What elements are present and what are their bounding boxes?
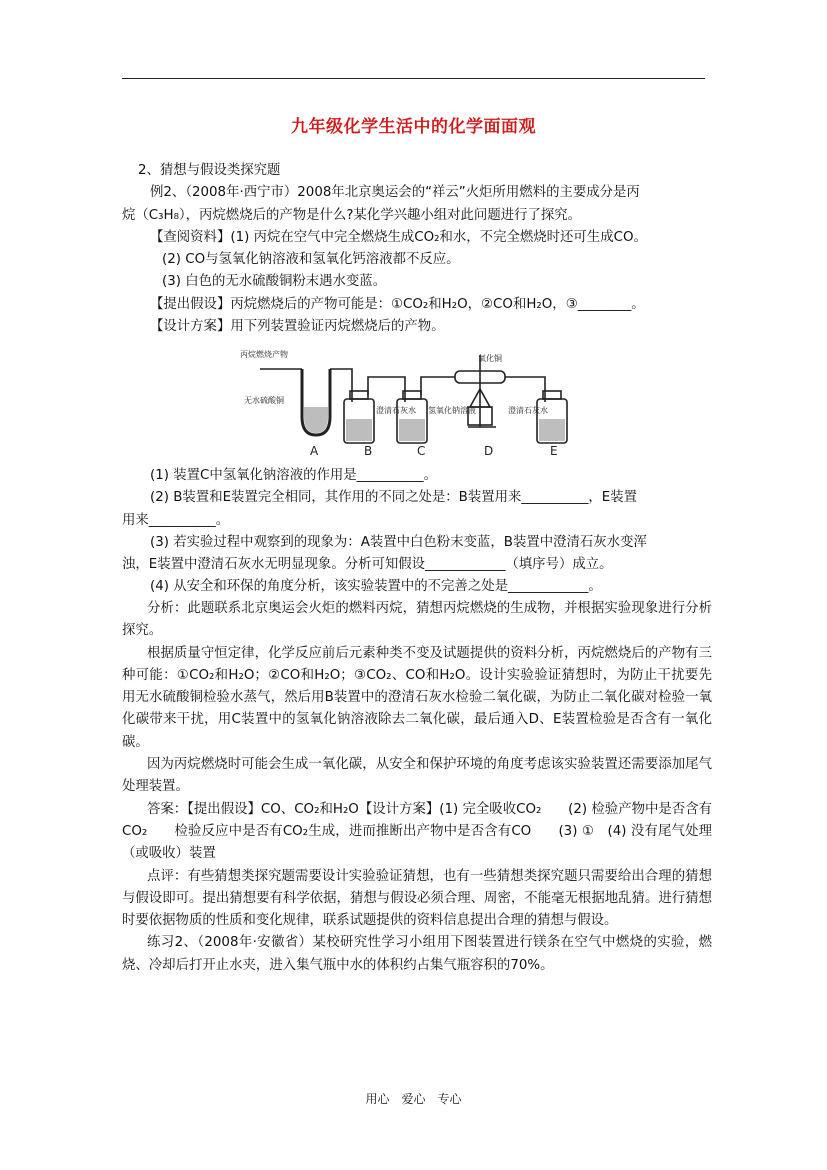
design-line: 【设计方案】用下列装置验证丙烷燃烧后的产物。 xyxy=(150,319,445,335)
question-line: (3) 若实验过程中观察到的现象为：A装置中白色粉末变蓝，B装置中澄清石灰水变浑 xyxy=(150,534,647,550)
label-limewater-b: 澄清石灰水 xyxy=(376,406,416,415)
label-a: A xyxy=(310,444,319,458)
exercise-paragraph: 练习2、（2008年·安徽省）某校研究性学习小组用下图装置进行镁条在空气中燃烧的实验，燃烧、冷却后打开止水夹，进入集气瓶中水的体积约占集气瓶容积的70%。 xyxy=(122,935,712,973)
label-e: E xyxy=(550,444,558,458)
page-title: 九年级化学生活中的化学面面观 xyxy=(291,117,536,137)
reference-line: (2) CO与氢氧化钠溶液和氢氧化钙溶液都不反应。 xyxy=(162,252,460,268)
label-c: C xyxy=(417,444,426,458)
label-inlet: 丙烷燃烧产物 xyxy=(240,350,288,359)
label-d: D xyxy=(484,444,494,458)
label-cuso4: 无水硫酸铜 xyxy=(244,396,284,405)
analysis-paragraph: 根据质量守恒定律，化学反应前后元素种类不变及试题提供的资料分析，丙烷燃烧后的产物有三种可能：①CO₂和H₂O；②CO和H₂O；③CO₂、CO和H₂O。设计实验验证猜想时，为防止干扰要先用无水硫酸铜检验水蒸气，然后用B装置中的澄清石灰水检验二氧化碳，为防止二氧化碳对检验一氧化碳带来干扰，用C装置中的氢氧化钠溶液除去二氧化碳，最后通入D、E装置检验是否含有一氧化碳。 xyxy=(122,645,712,750)
analysis-paragraph: 分析：此题联系北京奥运会火炬的燃料丙烷，猜想丙烷燃烧的生成物，并根据实验现象进行分析探究。 xyxy=(122,601,712,639)
analysis-paragraph: 因为丙烷燃烧时可能会生成一氧化碳，从安全和保护环境的角度考虑该实验装置还需要添加尾气处理装置。 xyxy=(122,757,712,795)
answer-paragraph: 答案：【提出假设】CO、CO₂和H₂O【设计方案】(1) 完全吸收CO₂ (2) 检验产物中是否含有CO₂ 检验反应中是否有CO₂生成，进而推断出产物中是否含有CO (3) ① (4) 没有尾气处理（或吸收）装置 xyxy=(122,801,712,862)
section-heading: 2、猜想与假设类探究题 xyxy=(138,163,281,178)
analysis-body xyxy=(122,598,712,977)
hypothesis-line: 【提出假设】丙烷燃烧后的产物可能是：①CO₂和H₂O，②CO和H₂O，③________。 xyxy=(150,296,645,312)
label-limewater-e: 澄清石灰水 xyxy=(508,406,548,415)
question-line: (4) 从安全和环保的角度分析，该实验装置中的不完善之处是____________。 xyxy=(150,579,602,595)
questions-body xyxy=(122,465,713,599)
example-line: 烷（C₃H₈），丙烷燃烧后的产物是什么?某化学兴趣小组对此问题进行了探究。 xyxy=(122,207,582,223)
question-line: (1) 装置C中氢氧化钠溶液的作用是__________。 xyxy=(150,468,437,483)
apparatus-figure xyxy=(240,347,580,459)
question-line: 用来__________。 xyxy=(122,512,230,528)
label-b: B xyxy=(364,444,373,458)
question-line: 浊，E装置中澄清石灰水无明显现象。分析可知假设____________（填序号）成立。 xyxy=(122,557,613,573)
reference-line: (3) 白色的无水硫酸铜粉末遇水变蓝。 xyxy=(162,274,387,290)
document-body xyxy=(122,160,713,338)
page-footer: 用心 爱心 专心 xyxy=(365,1092,462,1106)
comment-paragraph: 点评：有些猜想类探究题需要设计实验验证猜想，也有一些猜想类探究题只需要给出合理的猜想与假设即可。提出猜想要有科学依据，猜想与假设必须合理、周密，不能毫无根据地乱猜。进行猜想时要依据物质的性质和变化规律，联系试题提供的资料信息提出合理的猜想与假设。 xyxy=(122,868,712,929)
reference-line: 【查阅资料】(1) 丙烷在空气中完全燃烧生成CO₂和水，不完全燃烧时还可生成CO。 xyxy=(150,229,647,245)
example-line: 例2、（2008年·西宁市）2008年北京奥运会的“祥云”火炬所用燃料的主要成分是丙 xyxy=(150,185,640,201)
label-naoh: 氢氧化钠溶液 xyxy=(428,406,476,415)
label-cuo: 氧化铜 xyxy=(478,354,502,363)
question-line: (2) B装置和E装置完全相同，其作用的不同之处是：B装置用来__________，E装置 xyxy=(150,490,638,506)
header-rule xyxy=(122,78,705,79)
